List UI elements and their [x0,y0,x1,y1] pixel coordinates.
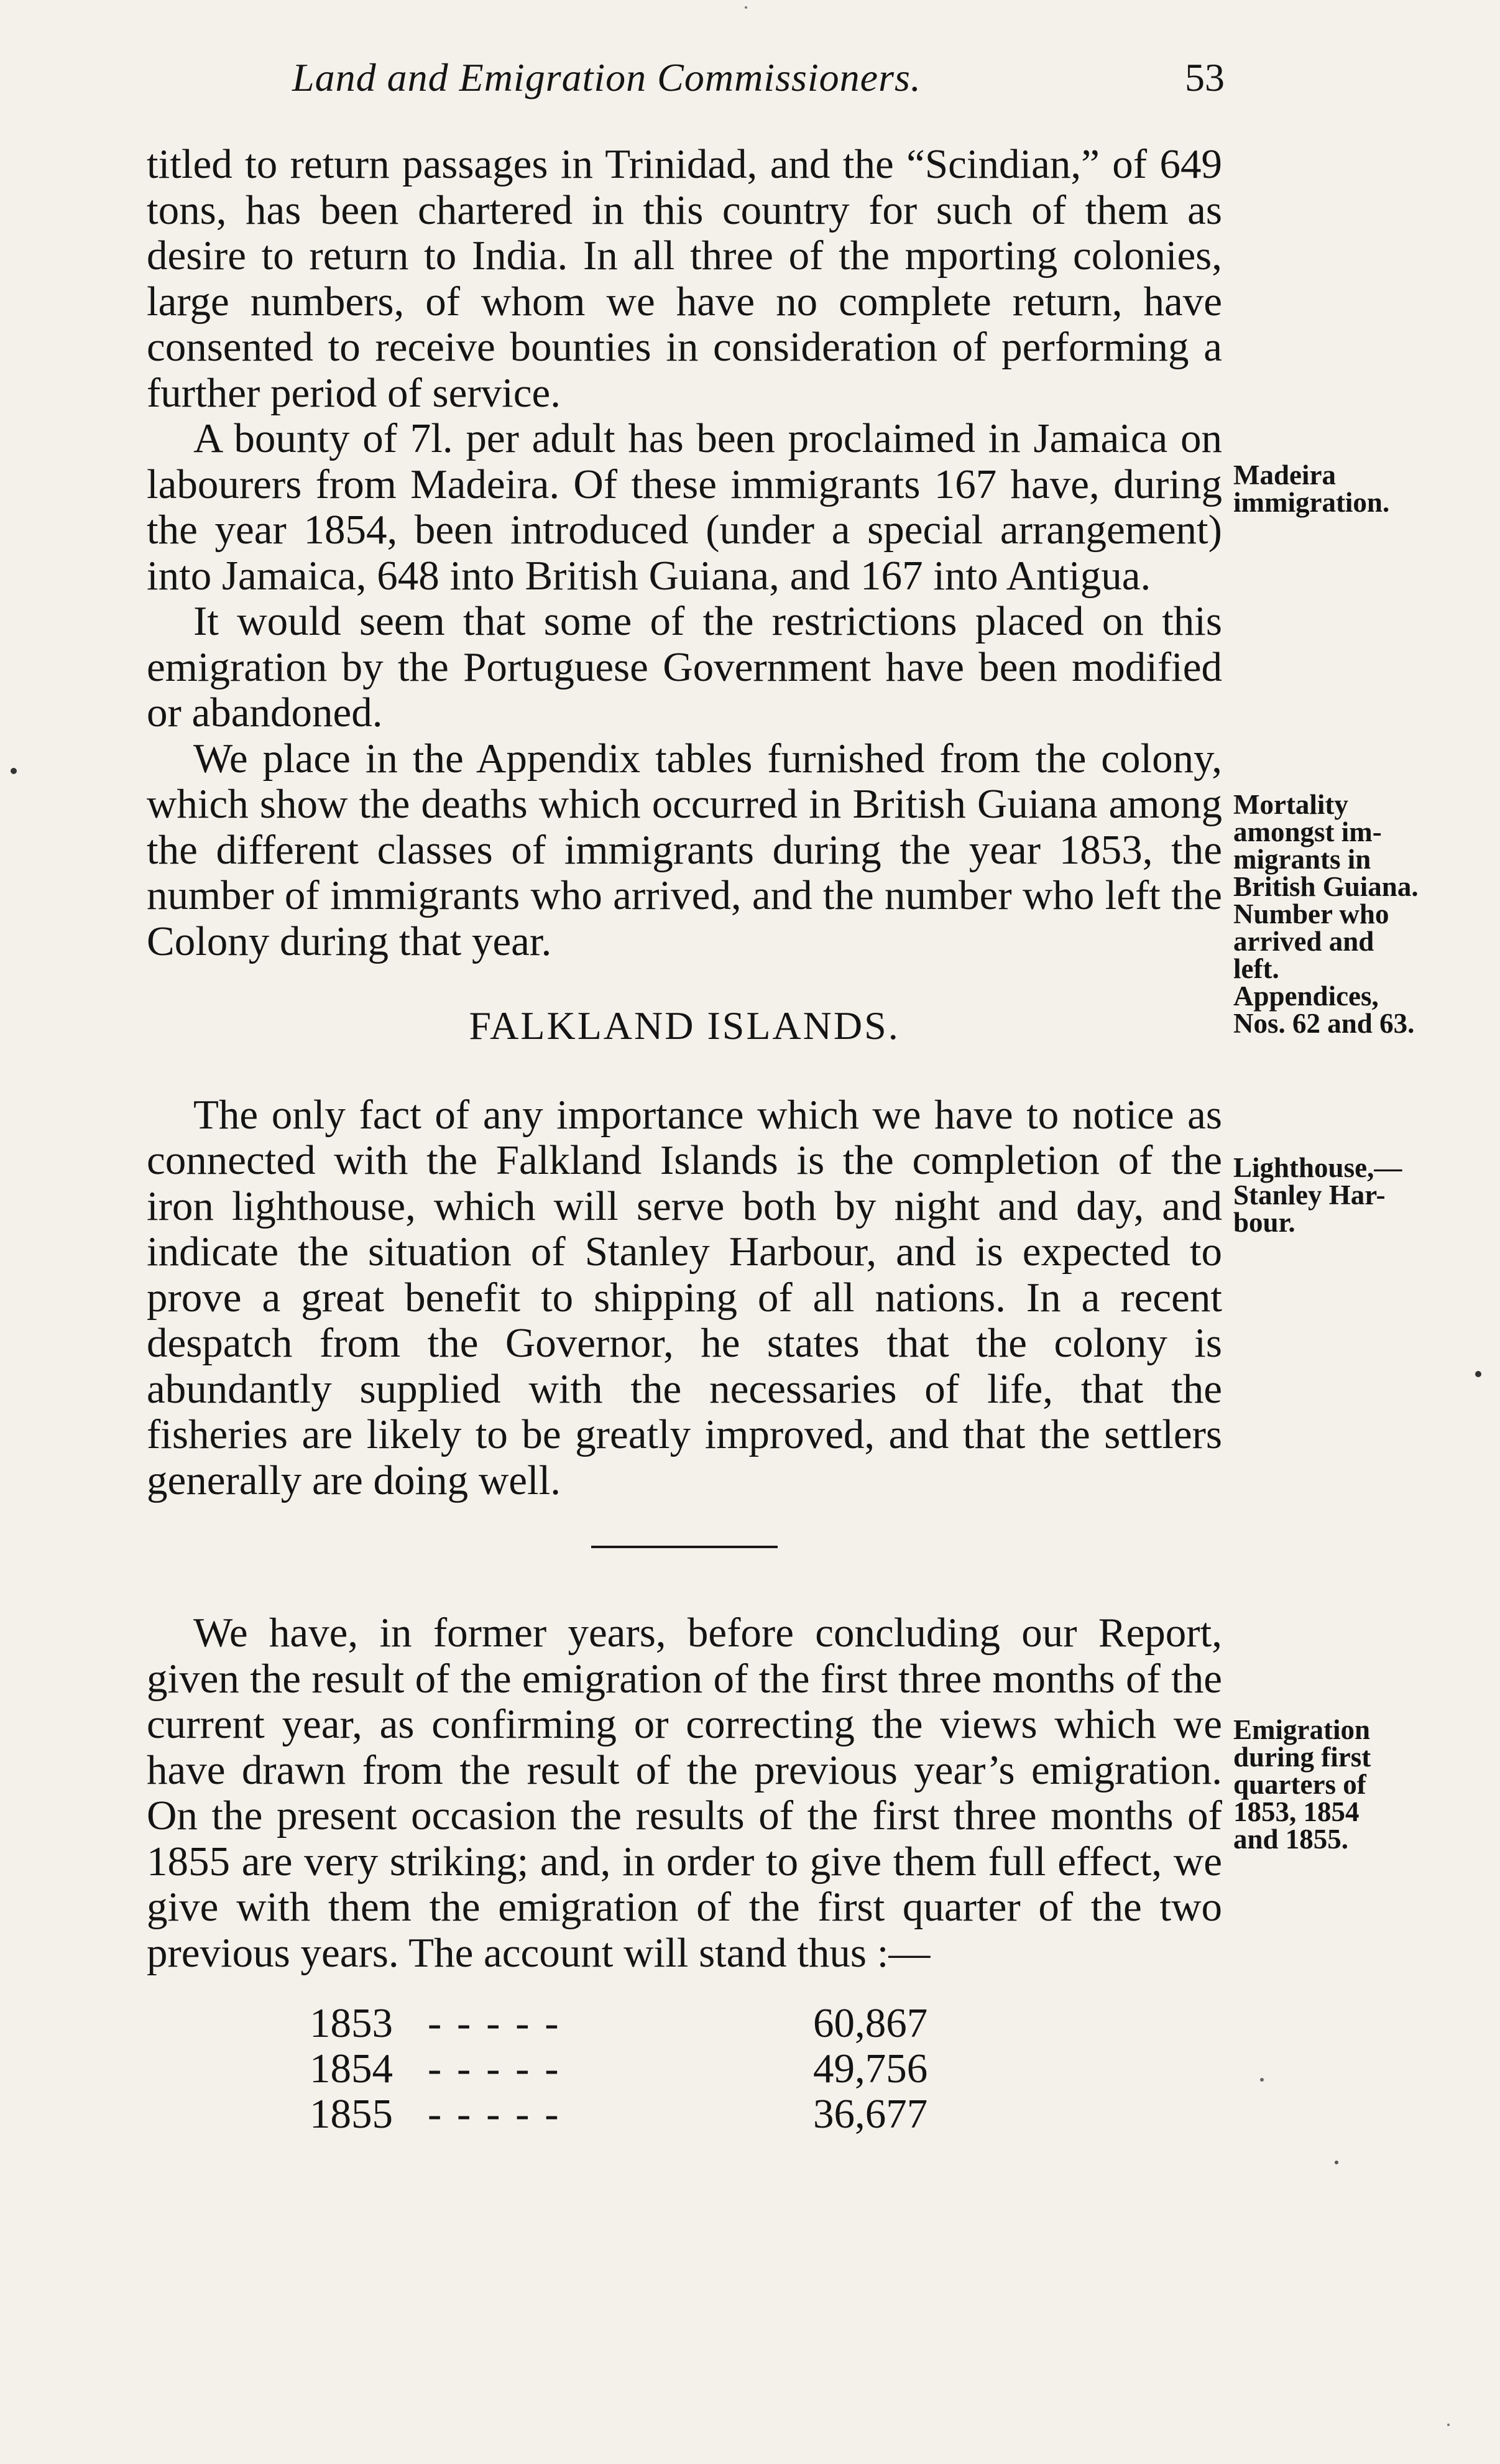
figures-year: 1853 [310,2000,393,2046]
paragraph-emigration-quarters: We have, in former years, before concluding our Report, given the result of the emigration of the first three months of the current year, as confirming or correcting the views which we have drawn from the result of the previous year’s emigration. On the present occasion the results of the first three months of 1855 are very striking; and, in order to give them full effect, we give with them the emigration of the first quarter of the two previous years. The account will stand thus :— [147,1610,1222,1976]
figures-row [310,2046,1056,2092]
side-note-line: Appendices, [1233,981,1379,1012]
figures-value: 60,867 [813,2000,928,2046]
figures-leader-dashes: - - - - - [428,2000,561,2046]
figures-year: 1855 [310,2091,393,2137]
section-heading-falkland: FALKLAND ISLANDS. [469,1004,900,1048]
side-note-line: quarters of [1233,1769,1366,1800]
section-divider-rule [591,1546,778,1548]
side-note-line: Number who [1233,898,1389,930]
paragraph-madeira-bounty: A bounty of 7l. per adult has been proclaimed in Jamaica on labourers from Madeira. Of these immigrants 167 have, during the year 1854, been introduced (under a special arrangement) into Jamaica, 648 into British Guiana, and 167 into Antigua. [147,415,1222,599]
paragraph-falkland: The only fact of any importance which we have to notice as connected with the Falkland Islands is the completion of the iron lighthouse, which will serve both by night and day, and indicate the situation of Stanley Harbour, and is expected to prove a great benefit to shipping of all nations. In a recent despatch from the Governor, he states that the colony is abundantly supplied with the necessaries of life, that the fisheries are likely to be greatly improved, and that the settlers generally are doing well. [147,1091,1222,1503]
running-title: Land and Emigration Commissioners. [292,55,921,99]
side-note-line: and 1855. [1233,1824,1349,1855]
page-number: 53 [1185,55,1225,99]
side-note-line: bour. [1233,1207,1295,1238]
side-note-line: Stanley Har- [1233,1179,1386,1211]
side-note-line: migrants in [1233,844,1371,875]
side-note-mortality [1233,791,1494,1037]
side-note-line: British Guiana. [1233,871,1419,902]
side-note-line: left. [1233,953,1279,984]
side-note-madeira [1233,461,1494,516]
side-note-line: immigration. [1233,487,1390,518]
side-note-lighthouse [1233,1154,1494,1236]
side-note-line: amongst im- [1233,816,1382,847]
side-note-line: 1853, 1854 [1233,1796,1360,1827]
figures-row [310,2001,1056,2046]
figures-leader-dashes: - - - - - [428,2046,561,2092]
side-note-line: Emigration [1233,1714,1370,1745]
page-header [292,55,1225,111]
side-note-line: Madeira [1233,459,1336,491]
side-note-line: Lighthouse,— [1233,1152,1402,1183]
side-note-line: Mortality [1233,789,1348,820]
figures-value: 49,756 [813,2046,928,2092]
paragraph-portuguese-restrictions: It would seem that some of the restrictions placed on this emigration by the Portuguese Government have been modified or abandoned. [147,598,1222,736]
figures-leader-dashes: - - - - - [428,2091,561,2137]
figures-row [310,2092,1056,2137]
side-note-line: during first [1233,1742,1371,1773]
paragraph-continuation: titled to return passages in Trinidad, and the “Scindian,” of 649 tons, has been chartered in this country for such of them as desire to return to India. In all three of the mporting colonies, large numbers, of whom we have no complete return, have consented to receive bounties in consideration of performing a further period of service. [147,141,1222,416]
paragraph-appendix-tables: We place in the Appendix tables furnished from the colony, which show the deaths which occurred in British Guiana among the different classes of immigrants during the year 1853, the number of immigrants who arrived, and the number who left the Colony during that year. [147,735,1222,964]
figures-value: 36,677 [813,2091,928,2137]
emigration-figures-table [310,2001,1056,2137]
figures-year: 1854 [310,2046,393,2092]
side-note-emigration [1233,1716,1494,1853]
side-note-line: arrived and [1233,926,1374,957]
side-note-line: Nos. 62 and 63. [1233,1008,1415,1039]
main-text-column [147,142,1222,2137]
